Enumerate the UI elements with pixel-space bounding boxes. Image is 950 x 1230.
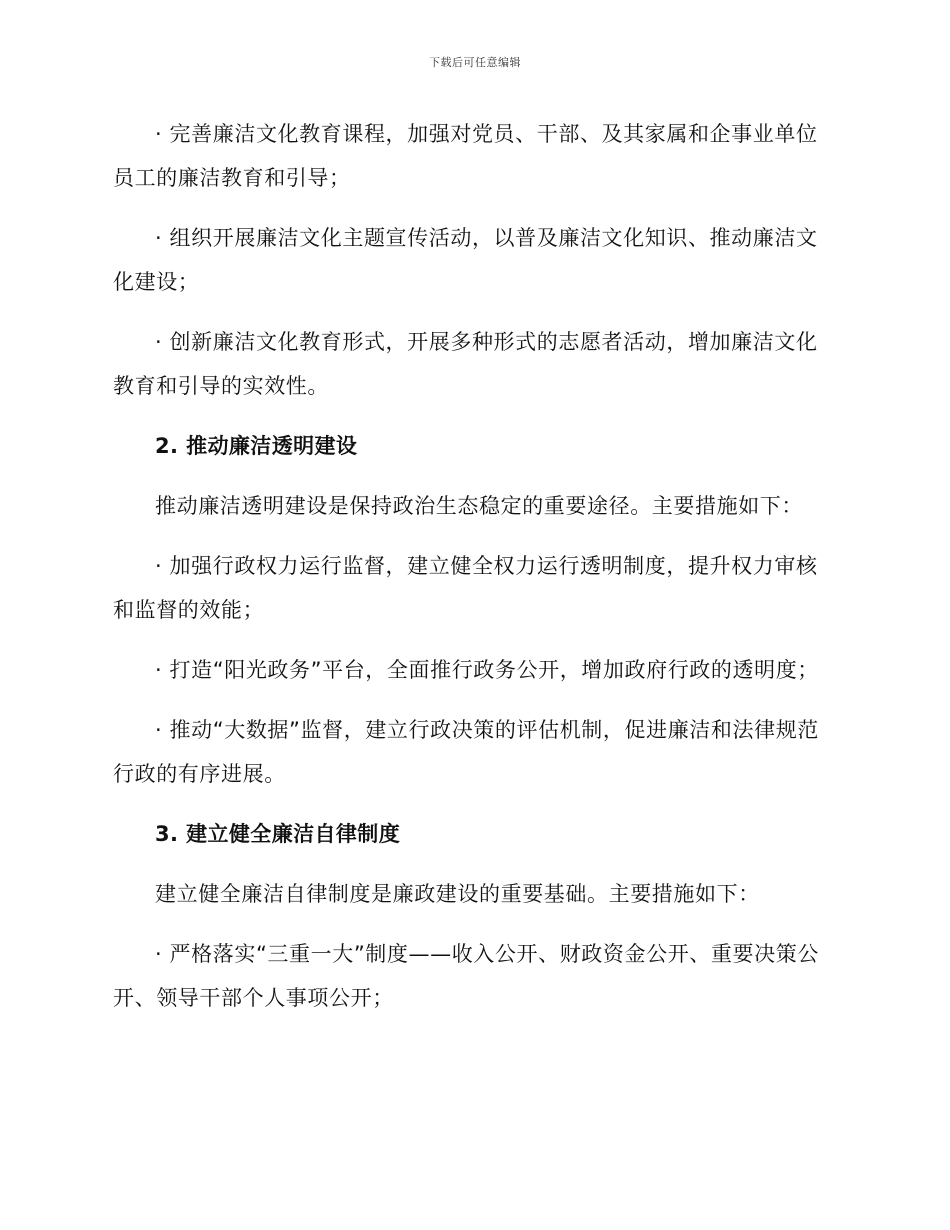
bullet-item: · 组织开展廉洁文化主题宣传活动，以普及廉洁文化知识、推动廉洁文化建设； <box>113 226 818 294</box>
bullet-item: · 加强行政权力运行监督，建立健全权力运行透明制度，提升权力审核和监督的效能； <box>113 554 818 622</box>
document-body <box>113 112 823 1036</box>
body-paragraph: 推动廉洁透明建设是保持政治生态稳定的重要途径。主要措施如下： <box>155 494 803 518</box>
bullet-item: · 完善廉洁文化教育课程，加强对党员、干部、及其家属和企事业单位员工的廉洁教育和引导； <box>113 122 818 190</box>
section-heading: 2. 推动廉洁透明建设 <box>155 434 358 458</box>
bullet-item: · 创新廉洁文化教育形式，开展多种形式的志愿者活动，增加廉洁文化教育和引导的实效性。 <box>113 330 818 398</box>
section-heading: 3. 建立健全廉洁自律制度 <box>155 822 401 846</box>
bullet-item: · 推动“大数据”监督，建立行政决策的评估机制，促进廉洁和法律规范行政的有序进展。 <box>113 718 819 786</box>
header-note: 下载后可任意编辑 <box>429 56 521 69</box>
bullet-item: · 严格落实“三重一大”制度——收入公开、财政资金公开、重要决策公开、领导干部个人事项公开； <box>113 942 819 1010</box>
body-paragraph: 建立健全廉洁自律制度是廉政建设的重要基础。主要措施如下： <box>155 882 760 906</box>
bullet-item: · 打造“阳光政务”平台，全面推行政务公开，增加政府行政的透明度； <box>155 658 819 682</box>
